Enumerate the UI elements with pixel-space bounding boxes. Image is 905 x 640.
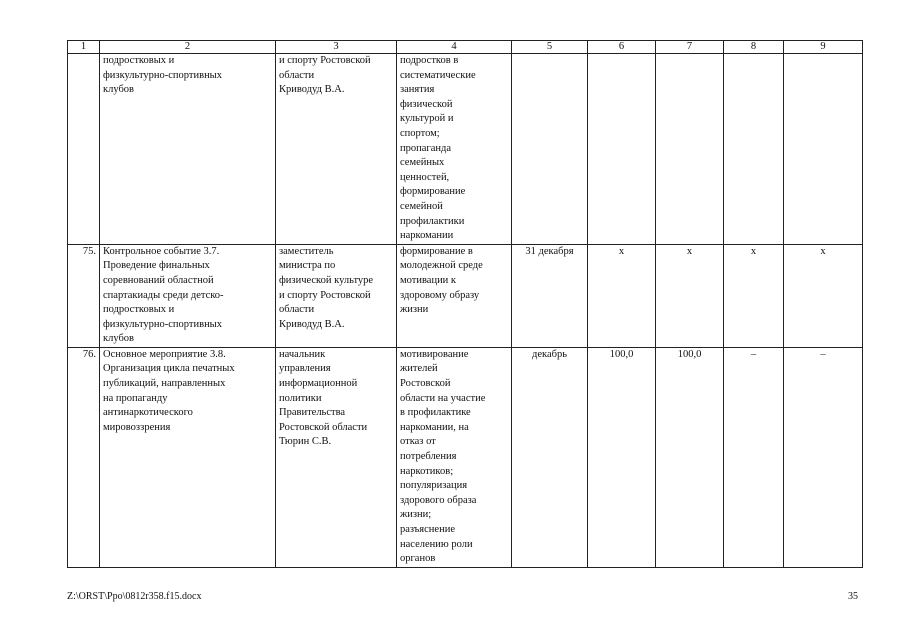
page-number: 35 bbox=[848, 591, 858, 602]
responsible-person: начальник управления информационной политики Правительства Ростовской области Тюрин С.В. bbox=[276, 347, 397, 567]
activity-name: Основное мероприятие 3.8. Организация цикла печатных публикаций, направленных на пропаганду антинаркотического мировоззрения bbox=[100, 347, 276, 567]
expected-result: подростков в систематические занятия физической культурой и спортом; пропаганда семейных ценностей, формирование семейной профилактики наркомании bbox=[397, 54, 512, 245]
file-path: Z:\ORST\Ppo\0812r358.f15.docx bbox=[67, 591, 202, 602]
header-row bbox=[68, 41, 863, 54]
expected-result: мотивирование жителей Ростовской области на участие в профилактике наркомании, на отказ от потребления наркотиков; популяризация здорового образа жизни; разъяснение населению роли органов bbox=[397, 347, 512, 567]
table-row bbox=[68, 54, 863, 245]
value-col6: x bbox=[588, 244, 656, 347]
responsible-person: заместитель министра по физической культуре и спорту Ростовской области Криводуд В.А. bbox=[276, 244, 397, 347]
value-col6 bbox=[588, 54, 656, 245]
deadline: 31 декабря bbox=[512, 244, 588, 347]
value-col6: 100,0 bbox=[588, 347, 656, 567]
row-number: 76. bbox=[68, 347, 100, 567]
col-header: 7 bbox=[656, 41, 724, 54]
col-header: 9 bbox=[784, 41, 863, 54]
row-number bbox=[68, 54, 100, 245]
value-col8 bbox=[724, 54, 784, 245]
col-header: 2 bbox=[100, 41, 276, 54]
col-header: 3 bbox=[276, 41, 397, 54]
deadline bbox=[512, 54, 588, 245]
value-col8: – bbox=[724, 347, 784, 567]
deadline: декабрь bbox=[512, 347, 588, 567]
value-col9: – bbox=[784, 347, 863, 567]
col-header: 6 bbox=[588, 41, 656, 54]
row-number: 75. bbox=[68, 244, 100, 347]
value-col7: 100,0 bbox=[656, 347, 724, 567]
col-header: 1 bbox=[68, 41, 100, 54]
col-header: 4 bbox=[397, 41, 512, 54]
plan-table bbox=[67, 40, 863, 568]
value-col9: x bbox=[784, 244, 863, 347]
activity-name: Контрольное событие 3.7. Проведение финальных соревнований областной спартакиады среди детско- подростковых и физкультурно-спортивных клубов bbox=[100, 244, 276, 347]
value-col7 bbox=[656, 54, 724, 245]
table-row bbox=[68, 244, 863, 347]
value-col7: x bbox=[656, 244, 724, 347]
table-row bbox=[68, 347, 863, 567]
responsible-person: и спорту Ростовской области Криводуд В.А. bbox=[276, 54, 397, 245]
col-header: 5 bbox=[512, 41, 588, 54]
col-header: 8 bbox=[724, 41, 784, 54]
activity-name: подростковых и физкультурно-спортивных клубов bbox=[100, 54, 276, 245]
value-col8: x bbox=[724, 244, 784, 347]
value-col9 bbox=[784, 54, 863, 245]
expected-result: формирование в молодежной среде мотивации к здоровому образу жизни bbox=[397, 244, 512, 347]
